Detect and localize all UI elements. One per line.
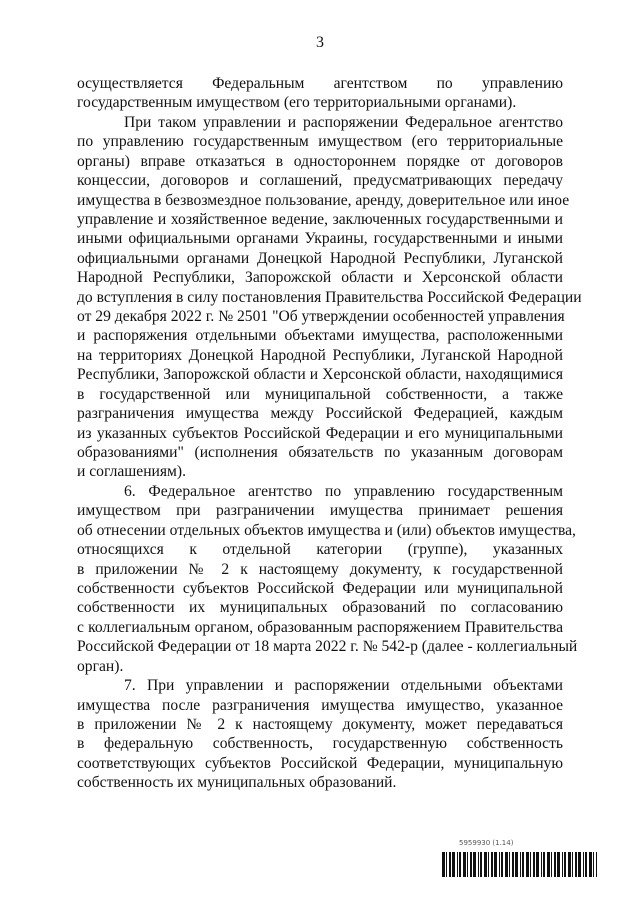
barcode-bar — [446, 852, 447, 877]
barcode-bar — [470, 852, 472, 877]
barcode-bar — [467, 852, 468, 877]
text-line: и соглашениям). — [77, 463, 187, 481]
text-line: соответствующих субъектов Российской Федерации, муниципальную — [77, 754, 563, 772]
text-line: в федеральную собственность, государственную собственность — [77, 735, 563, 753]
barcode-bar — [572, 852, 573, 877]
text-line: собственность их муниципальных образований. — [77, 774, 397, 792]
text-line: на территориях Донецкой Народной Республики, Луганской Народной — [77, 346, 563, 364]
text-line: от 29 декабря 2022 г. № 2501 "Об утверждении особенностей управления — [77, 308, 565, 326]
barcode-bar — [463, 852, 466, 877]
barcode-bar — [491, 852, 493, 877]
barcode-bar — [557, 852, 560, 877]
barcode-bar — [589, 852, 592, 877]
barcode-bar — [515, 852, 518, 877]
barcode-bar — [452, 852, 455, 877]
barcode-bar — [533, 852, 535, 877]
barcode-bar — [543, 852, 545, 877]
text-line: Российской Федерации от 18 марта 2022 г. № 542-р (далее - коллегиальный — [77, 638, 578, 656]
text-line: разграничения имущества между Российской Федерацией, каждым — [77, 405, 563, 423]
barcode-label: 5959930 (1.14) — [459, 839, 514, 847]
barcode-bar — [457, 852, 458, 877]
barcode-bar — [541, 852, 542, 877]
text-line: Республики, Запорожской области и Херсонской области, находящимися — [77, 366, 563, 384]
text-line: до вступления в силу постановления Правительства Российской Федерации — [77, 288, 582, 306]
text-line: официальными органами Донецкой Народной Республики, Луганской — [77, 249, 563, 267]
text-line: Народной Республики, Запорожской области и Херсонской области — [77, 269, 563, 287]
barcode-bar — [522, 852, 524, 877]
barcode-bar — [575, 852, 577, 877]
barcode-bar — [501, 852, 503, 877]
text-line: управление и хозяйственное ведение, заключенных государственными и — [77, 210, 563, 228]
barcode-bar — [473, 852, 476, 877]
barcode-bar — [578, 852, 581, 877]
text-line: орган). — [77, 657, 124, 675]
barcode-bar — [554, 852, 556, 877]
text-line: органы) вправе отказаться в одностороннем порядке от договоров — [77, 152, 563, 170]
document-body — [77, 74, 582, 793]
barcode-bar — [449, 852, 451, 877]
barcode-bar — [442, 852, 445, 877]
text-line: имущества в безвозмездное пользование, аренду, доверительное или иное — [77, 191, 570, 209]
paragraph — [77, 676, 563, 793]
barcode-bar — [530, 852, 531, 877]
barcode-bar — [512, 852, 514, 877]
text-line: с коллегиальным органом, образованным распоряжением Правительства — [77, 618, 563, 636]
text-line: имуществом при разграничении имущества принимает решения — [77, 502, 563, 520]
text-line: относящихся к отдельной категории (группе), указанных — [77, 541, 563, 559]
barcode-bar — [526, 852, 529, 877]
paragraph — [77, 74, 563, 113]
text-line: в приложении № 2 к настоящему документу, к государственной — [77, 560, 563, 578]
barcode-bar — [536, 852, 539, 877]
text-line: государственным имуществом (его территориальными органами). — [77, 94, 517, 112]
text-line: в приложении № 2 к настоящему документу, может передаваться — [77, 715, 563, 733]
text-line: по управлению государственным имуществом (его территориальные — [77, 133, 563, 151]
text-line: имущества после разграничения имущества имущество, указанное — [77, 696, 563, 714]
text-line: образованиями" (исполнения обязательств по указанным договорам — [77, 444, 563, 462]
text-line: об отнесении отдельных объектов имущества и (или) объектов имущества, — [77, 521, 576, 539]
barcode-bar — [488, 852, 489, 877]
barcode-bar — [505, 852, 508, 877]
text-line: осуществляется Федеральным агентством по управлению — [77, 75, 563, 92]
barcode-bar — [459, 852, 461, 877]
text-line: собственности субъектов Российской Федерации или муниципальной — [77, 579, 563, 597]
barcode-bar — [593, 852, 594, 877]
paragraph — [77, 482, 578, 676]
barcode — [442, 852, 597, 877]
barcode-bar — [564, 852, 566, 877]
text-line: концессии, договоров и соглашений, предусматривающих передачу — [77, 172, 563, 190]
barcode-bar — [509, 852, 510, 877]
barcode-bar — [494, 852, 497, 877]
barcode-bar — [551, 852, 552, 877]
text-line: иными официальными органами Украины, государственными и иными — [77, 230, 563, 248]
text-line: собственности их муниципальных образований по согласованию — [77, 599, 563, 617]
barcode-bar — [568, 852, 571, 877]
text-line: в государственной или муниципальной собственности, а также — [77, 385, 563, 403]
barcode-bar — [596, 852, 597, 877]
text-line: 6. Федеральное агентство по управлению государственным — [124, 482, 563, 500]
text-line: и распоряжения отдельными объектами имущества, расположенными — [77, 327, 563, 345]
barcode-bar — [478, 852, 479, 877]
text-line: При таком управлении и распоряжении Федеральное агентство — [124, 113, 563, 131]
barcode-bar — [499, 852, 500, 877]
text-line: из указанных субъектов Российской Федерации и его муниципальными — [77, 424, 563, 442]
barcode-bar — [547, 852, 550, 877]
barcode-bar — [583, 852, 584, 877]
page-number: 3 — [316, 34, 324, 51]
barcode-bar — [484, 852, 487, 877]
barcode-bar — [585, 852, 587, 877]
barcode-bar — [562, 852, 563, 877]
paragraph — [77, 113, 582, 482]
barcode-bar — [520, 852, 521, 877]
text-line: 7. При управлении и распоряжении отдельными объектами — [124, 677, 563, 695]
barcode-bar — [480, 852, 482, 877]
